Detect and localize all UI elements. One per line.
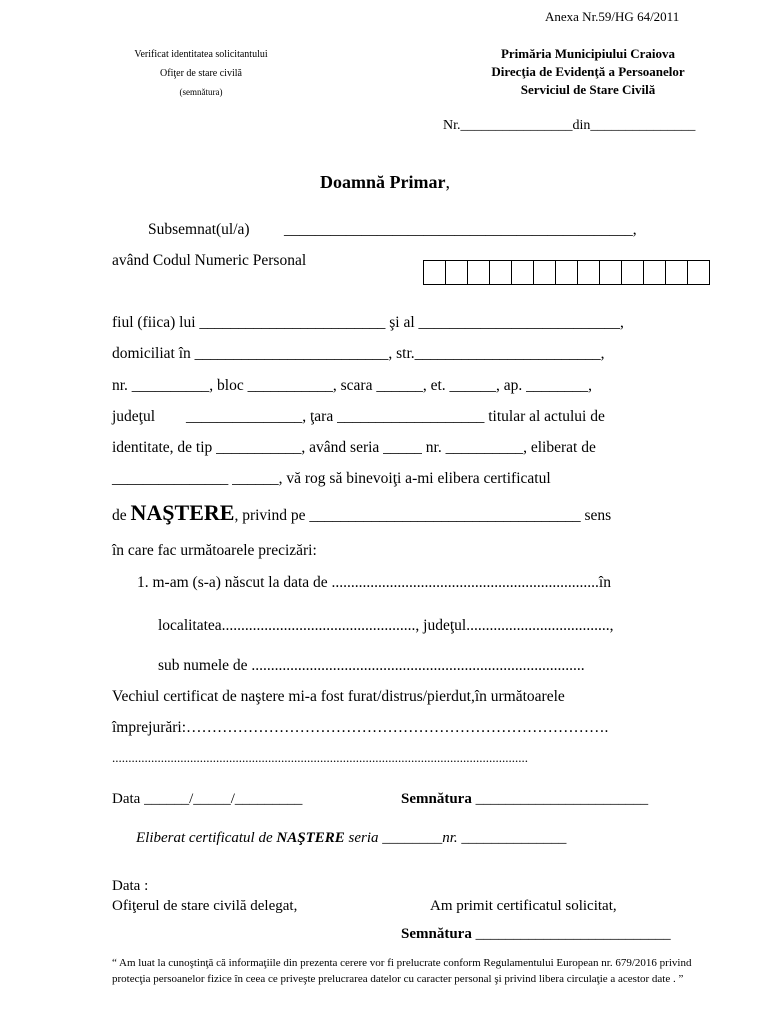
cnp-digit-box[interactable] xyxy=(534,261,556,284)
locality-line[interactable]: localitatea.................................................., judeţul....................................., xyxy=(158,617,614,634)
issued-prefix: Eliberat certificatul de xyxy=(136,830,277,846)
cnp-digit-box[interactable] xyxy=(644,261,666,284)
cnp-digit-box[interactable] xyxy=(600,261,622,284)
request-line[interactable]: _______________ ______, vă rog să binevoiţi a-mi elibera certificatul xyxy=(112,470,551,487)
de-prefix: de xyxy=(112,507,131,524)
date2-label: Data : xyxy=(112,878,149,894)
title-bold: Doamnă Primar xyxy=(320,172,446,192)
certificate-type: NAŞTERE xyxy=(130,500,235,525)
title-comma: , xyxy=(445,172,450,192)
cnp-digit-box[interactable] xyxy=(556,261,578,284)
institution-service: Serviciul de Stare Civilă xyxy=(520,82,656,97)
cnp-digit-box[interactable] xyxy=(666,261,688,284)
cnp-input-boxes[interactable] xyxy=(423,260,710,285)
issued-series-number[interactable]: seria ________nr. ______________ xyxy=(344,830,567,846)
precizari-line: în care fac următoarele precizări: xyxy=(112,542,317,559)
cnp-digit-box[interactable] xyxy=(512,261,534,284)
receiver-signature-blank[interactable]: __________________________ xyxy=(475,926,671,942)
signature-field[interactable] xyxy=(401,791,648,808)
issued-type: NAŞTERE xyxy=(276,830,345,846)
issued-certificate-line[interactable] xyxy=(136,830,566,847)
cnp-digit-box[interactable] xyxy=(446,261,468,284)
subsemnat-label: Subsemnat(ul/a) xyxy=(148,221,250,238)
receiver-signature-field[interactable] xyxy=(401,926,671,943)
cnp-digit-box[interactable] xyxy=(468,261,490,284)
cnp-digit-box[interactable] xyxy=(622,261,644,284)
cnp-label: având Codul Numeric Personal xyxy=(112,252,307,269)
delegated-officer-label: Ofiţerul de stare civilă delegat, xyxy=(112,898,298,914)
domicile-line[interactable]: domiciliat în _________________________, str.________________________, xyxy=(112,345,605,362)
institution-name: Primăria Municipiului Craiova xyxy=(500,46,676,61)
institution-direction: Direcţia de Evidenţă a Persoanelor xyxy=(491,64,685,79)
registration-number-field[interactable]: Nr.________________din_______________ xyxy=(443,118,696,133)
signature-blank[interactable]: _______________________ xyxy=(475,791,649,807)
cnp-digit-box[interactable] xyxy=(424,261,446,284)
received-certificate-label: Am primit certificatul solicitat, xyxy=(430,898,617,914)
identity-document-line[interactable]: identitate, de tip ___________, având seria _____ nr. __________, eliberat de xyxy=(112,439,596,456)
annex-reference: Anexa Nr.59/HG 64/2011 xyxy=(545,9,680,24)
old-certificate-line: Vechiul certificat de naştere mi-a fost furat/distrus/pierdut,în următoarele xyxy=(112,688,565,705)
identity-verified-label: Verificat identitatea solicitantului xyxy=(134,49,268,60)
certificate-type-line[interactable] xyxy=(112,500,611,526)
civil-officer-label: Ofiţer de stare civilă xyxy=(160,68,242,79)
county-country-line[interactable]: _______________, ţara ___________________ titular al actului de xyxy=(186,408,605,425)
circumstances-continuation[interactable]: ................................................................................................................................ xyxy=(112,750,528,765)
birth-name-line[interactable]: sub numele de ...................................................................................... xyxy=(158,657,585,674)
gdpr-footnote: “ Am luat la cunoştinţă că informaţiile din prezenta cerere vor fi prelucrate conform Regulamentului European nr. 679/2016 privind protecţia persoanelor fizice în ceea ce priveşte prelucrarea datelor cu caracter personal şi privind libera circulaţie a acestor date . ” xyxy=(112,957,692,985)
applicant-name-field[interactable]: _____________________________________________, xyxy=(284,221,637,238)
birth-date-item[interactable]: 1. m-am (s-a) născut la data de .....................................................................în xyxy=(137,574,611,591)
receiver-signature-label: Semnătura xyxy=(401,926,472,942)
circumstances-line[interactable]: împrejurări:………………………………………………………………………. xyxy=(112,719,609,736)
county-label: judeţul xyxy=(112,408,156,425)
page-title xyxy=(0,172,770,193)
signature-label: Semnătura xyxy=(401,791,472,807)
privind-field[interactable]: , privind pe ___________________________________ sens xyxy=(234,507,612,524)
cnp-digit-box[interactable] xyxy=(578,261,600,284)
parents-line[interactable]: fiul (fiica) lui ________________________ şi al __________________________, xyxy=(112,314,624,331)
address-details-line[interactable]: nr. __________, bloc ___________, scara ______, et. ______, ap. ________, xyxy=(112,377,593,394)
cnp-digit-box[interactable] xyxy=(490,261,512,284)
signature-caption: (semnătura) xyxy=(179,87,223,97)
date-field[interactable]: Data ______/_____/_________ xyxy=(112,791,303,807)
cnp-digit-box[interactable] xyxy=(688,261,709,284)
